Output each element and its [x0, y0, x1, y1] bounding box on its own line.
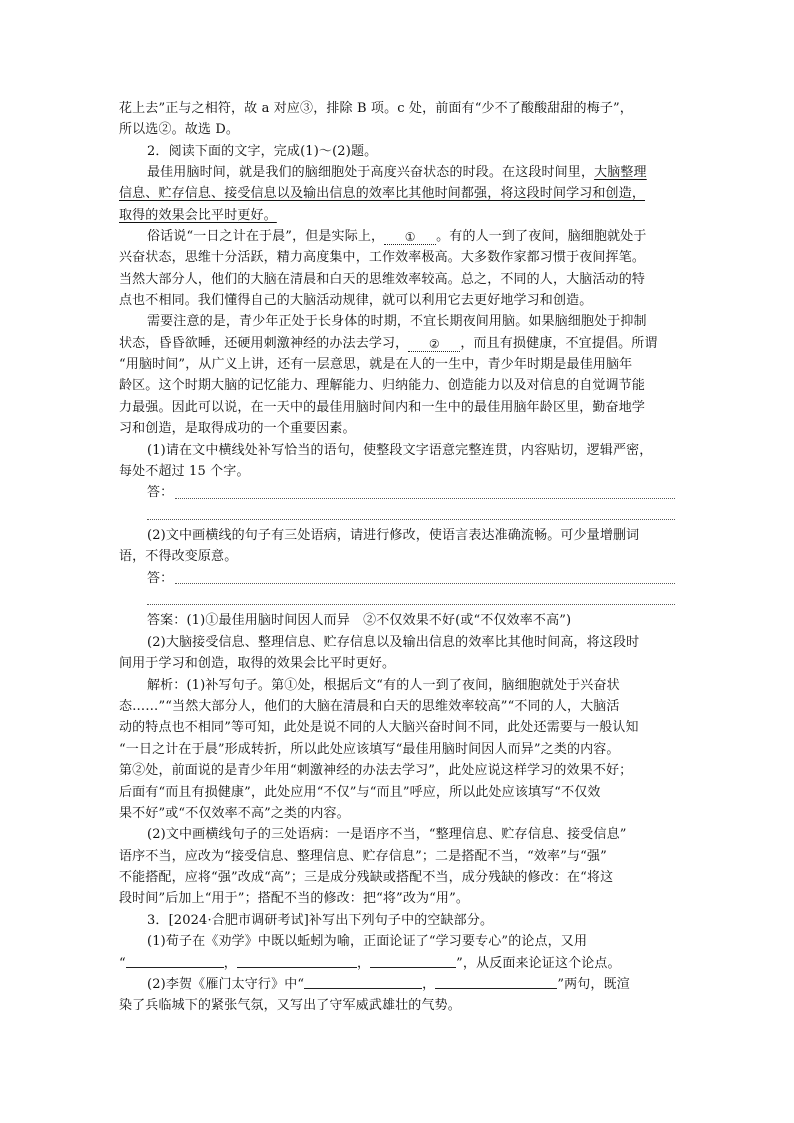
passage-line: [119, 333, 679, 354]
text-span: (2)李贺《雁门太守行》中“: [147, 977, 305, 992]
text-span: “: [119, 956, 126, 971]
text-span: ”两句，既渲: [557, 977, 630, 992]
passage-line: 习和创造，是取得成功的一个重要因素。: [119, 421, 356, 436]
text-span: 俗话说“一日之计在于晨”，但是实际上，: [147, 229, 385, 244]
text-span: ，: [356, 956, 371, 971]
underlined-sentence: 信息、贮存信息、接受信息以及输出信息的效率比其他时间都强，将这段时间学习和创造，: [119, 186, 646, 201]
passage-line: 当然大部分人，他们的大脑在清晨和白天的思维效率较高。总之，不同的人，大脑活动的特: [119, 272, 646, 287]
text-span: 。有的人一到了夜间，脑细胞就处于: [436, 229, 647, 244]
text-span: ，: [223, 956, 237, 971]
explanation-line: 不能搭配，应将“强”改成“高”；三是成分残缺或搭配不当，成分残缺的修改：在“将这: [119, 870, 614, 885]
sub-question-1: (1)请在文中横线处补写恰当的语句，使整段文字语意完整连贯，内容贴切，逻辑严密，: [147, 443, 653, 458]
explanation-line: 段时间”后加上“用于”；搭配不当的修改：把“将”改为“用”。: [119, 891, 470, 906]
explanation-line: 第②处，前面说的是青少年用“刺激神经的办法去学习”，此处应说这样学习的效果不好；: [119, 763, 633, 778]
passage-line: [147, 162, 679, 183]
answer-label: 答：: [147, 571, 174, 586]
text-line: 每处不超过 15 个字。: [119, 464, 250, 479]
text-span: ”，从反面来论证这个论点。: [456, 956, 621, 971]
text-line: 染了兵临城下的紧张气氛，又写出了守军威武雄壮的气势。: [119, 998, 461, 1013]
question-heading: 3．[2024·合肥市调研考试]补写出下列句子中的空缺部分。: [147, 913, 494, 928]
passage-line: [147, 226, 679, 247]
blank-input[interactable]: [435, 974, 557, 989]
blank-input[interactable]: [370, 953, 456, 968]
text-line: 花上去”正与之相符，故 a 对应③，排除 B 项。c 处，前面有“少不了酸酸甜甜的梅子”，: [119, 101, 633, 116]
sub-question-2: (2)文中画横线的句子有三处语病，请进行修改，使语言表达准确流畅。可少量增删词: [147, 528, 640, 543]
passage-line: 点也不相同。我们懂得自己的大脑活动规律，就可以利用它去更好地学习和创造。: [119, 293, 593, 308]
passage-line: “用脑时间”，从广义上讲，还有一层意思，就是在人的一生中，青少年时期是最佳用脑年: [119, 357, 633, 372]
text-line: 所以选②。故选 D。: [119, 122, 240, 137]
question-heading: 2．阅读下面的文字，完成(1)～(2)题。: [147, 144, 378, 159]
explanation-line: (2)文中画横线句子的三处语病：一是语序不当，“整理信息、贮存信息、接受信息”: [147, 827, 627, 842]
passage-line: 力最强。因此可以说，在一天中的最佳用脑时间内和一生中的最佳用脑年龄区里，勤奋地学: [119, 400, 646, 415]
explanation-line: “一日之计在于晨”形成转折，所以此处应该填写“最佳用脑时间因人而异”之类的内容。: [119, 742, 620, 757]
answer-key: 间用于学习和创造，取得的效果会比平时更好。: [119, 656, 396, 671]
text-span: 最佳用脑时间，就是我们的脑细胞处于高度兴奋状态的时段。在这段时间里，: [147, 165, 595, 180]
answer-line[interactable]: [147, 519, 675, 520]
blank-input[interactable]: [304, 974, 422, 989]
blank-1: ①: [384, 230, 436, 245]
underlined-sentence: 取得的效果会比平时更好。: [119, 208, 277, 223]
text-span: ，: [422, 977, 436, 992]
blank-input[interactable]: [237, 953, 357, 968]
answer-line[interactable]: [147, 604, 675, 605]
sub-question-1: (1)荀子在《劝学》中既以蚯蚓为喻，正面论证了“学习要专心”的论点，又用: [147, 934, 588, 949]
explanation-line: 态……”“当然大部分人，他们的大脑在清晨和白天的思维效率较高”“不同的人，大脑活: [119, 699, 620, 714]
explanation-line: 后面有“而且有损健康”，此处应用“不仅”与“而且”呼应，所以此处应该填写“不仅效: [119, 785, 601, 800]
explanation-line: 解析：(1)补写句子。第①处，根据后文“有的人一到了夜间，脑细胞就处于兴奋状: [147, 678, 620, 693]
fill-blank-line: [147, 974, 679, 995]
passage-line: 需要注意的是，青少年正处于长身体的时期，不宜长期夜间用脑。如果脑细胞处于抑制: [147, 314, 647, 329]
answer-key: 答案：(1)①最佳用脑时间因人而异 ②不仅效果不好(或“不仅效率不高”): [147, 613, 572, 628]
passage-line: 兴奋状态，思维十分活跃，精力高度集中，工作效率极高。大多数作家都习惯于夜间挥笔。: [119, 250, 646, 265]
text-span: ，而且有损健康，不宜提倡。所谓: [460, 336, 658, 351]
text-span: 状态，昏昏欲睡，还硬用刺激神经的办法去学习，: [119, 336, 409, 351]
explanation-line: 语序不当，应改为“接受信息、整理信息、贮存信息”；二是搭配不当，“效率”与“强”: [119, 849, 607, 864]
blank-input[interactable]: [126, 953, 224, 968]
blank-2: ②: [408, 337, 460, 352]
fill-blank-line: [119, 953, 679, 974]
explanation-line: 果不好”或“不仅效率不高”之类的内容。: [119, 806, 350, 821]
explanation-line: 动的特点也不相同”等可知，此处是说不同的人大脑兴奋时间不同，此处还需要与一般认知: [119, 720, 639, 735]
answer-line[interactable]: [175, 498, 675, 499]
text-line: 语，不得改变原意。: [119, 549, 238, 564]
answer-key: (2)大脑接受信息、整理信息、贮存信息以及输出信息的效率比其他时间高，将这段时: [147, 635, 640, 650]
answer-line[interactable]: [175, 583, 675, 584]
answer-label: 答：: [147, 485, 174, 500]
passage-line: 龄区。这个时期大脑的记忆能力、理解能力、归纳能力、创造能力以及对信息的自觉调节能: [119, 378, 646, 393]
underlined-sentence: 大脑整理: [594, 165, 647, 180]
